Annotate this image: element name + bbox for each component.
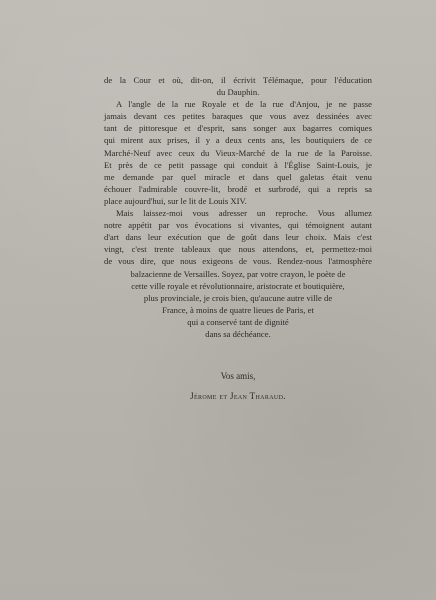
signature-block bbox=[104, 370, 372, 402]
letter-line-18: cette ville royale et révolutionnaire, aristocrate et boutiquière, bbox=[131, 280, 345, 291]
letter-line-15: vingt, c'est trente tableaux que nous attendons, et, permettez-moi bbox=[104, 244, 372, 255]
letter-body bbox=[104, 74, 372, 340]
letter-line-20: France, à moins de quatre lieues de Paris, et bbox=[162, 304, 314, 315]
letter-line-13: notre appétit par vos évocations si vivantes, qui témoignent autant bbox=[104, 220, 372, 231]
letter-line-7: Marché-Neuf avec ceux du Vieux-Marché de la rue de la Paroisse. bbox=[104, 147, 372, 158]
letter-line-4: jamais devant ces petites baraques que vous avez dessinées avec bbox=[104, 111, 372, 122]
letter-line-9: me demande par quel miracle et dans quel galetas était venu bbox=[104, 171, 372, 182]
letter-line-12: Mais laissez-moi vous adresser un reproche. Vous allumez bbox=[116, 208, 372, 219]
letter-line-6: qui mirent aux prises, il y a deux cents ans, les boutiquiers de ce bbox=[104, 135, 372, 146]
letter-line-17: balzacienne de Versailles. Soyez, par votre crayon, le poète de bbox=[130, 268, 346, 279]
letter-line-5: tant de pittoresque et d'esprit, sans songer aux bagarres comiques bbox=[104, 123, 372, 134]
letter-line-11: place aujourd'hui, sur le lit de Louis XIV. bbox=[104, 195, 247, 206]
letter-line-1: de la Cour et où, dit-on, il écrivit Télémaque, pour l'éducation bbox=[104, 75, 372, 85]
letter-line-2: du Dauphin. bbox=[216, 87, 260, 98]
letter-line-16: de vous dire, que nous exigeons de vous. Rendez-nous l'atmosphère bbox=[104, 256, 372, 267]
letter-line-8: Et près de ce petit passage qui conduit à l'Église Saint-Louis, je bbox=[104, 159, 372, 170]
letter-line-21: qui a conservé tant de dignité bbox=[187, 316, 289, 327]
author-names: Jérome et Jean Tharaud. bbox=[190, 391, 286, 401]
closing-line: Vos amis, bbox=[220, 371, 256, 381]
letter-line-22: dans sa déchéance. bbox=[205, 328, 271, 339]
letter-line-14: d'art dans leur exécution que de goût dans leur choix. Mais c'est bbox=[104, 232, 372, 243]
letter-line-3: A l'angle de la rue Royale et de la rue d'Anjou, je ne passe bbox=[116, 99, 372, 110]
letter-line-19: plus provinciale, je crois bien, qu'aucune autre ville de bbox=[143, 292, 333, 303]
letter-line-10: échouer l'admirable couvre-lit, brodé et surbrodé, qui a repris sa bbox=[104, 183, 372, 194]
